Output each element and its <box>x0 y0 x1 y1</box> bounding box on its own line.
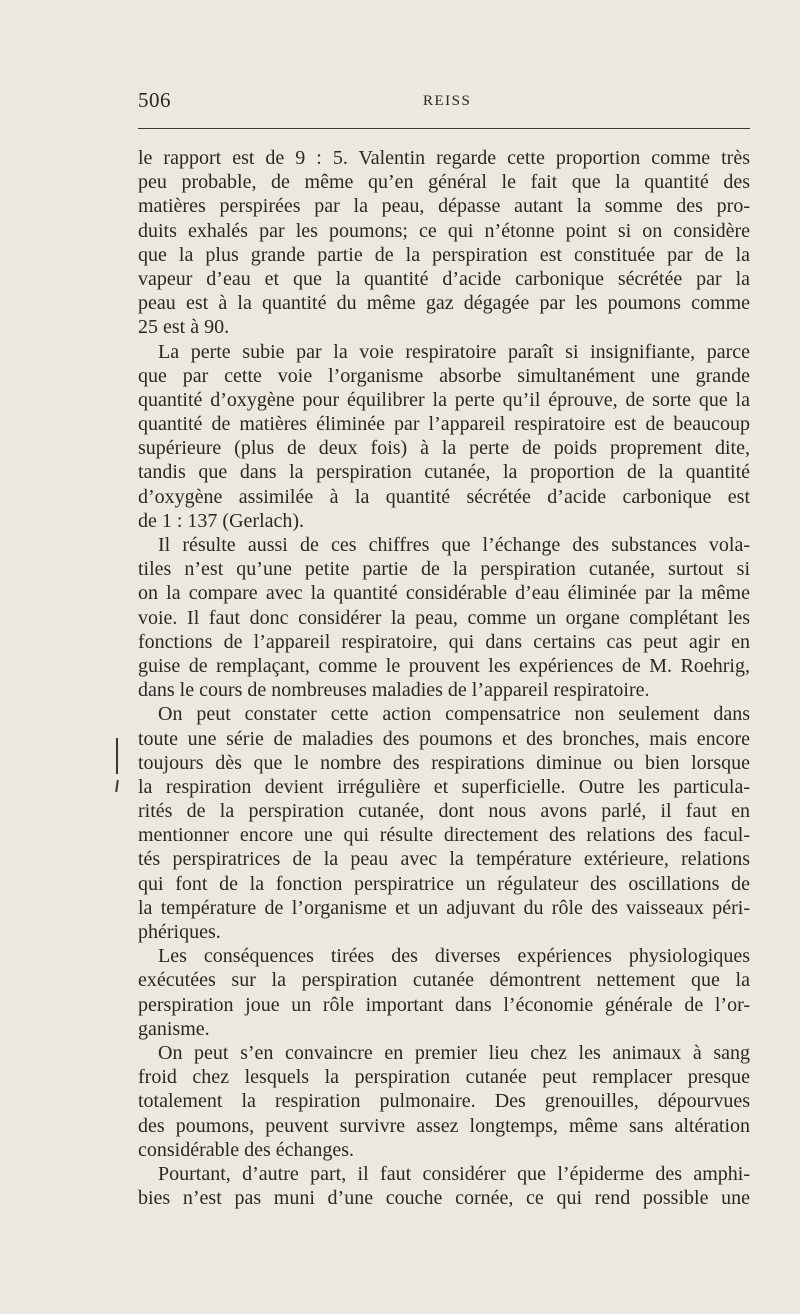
text-line: mentionner encore une qui résulte directement des relations des facul- <box>138 824 750 847</box>
running-title: REISS <box>423 93 472 109</box>
text-line: rités de la perspiration cutanée, dont nous avons parlé, il faut en <box>138 800 750 823</box>
text-line: tés perspiratrices de la peau avec la température extérieure, relations <box>138 848 750 871</box>
paragraph <box>138 1162 750 1210</box>
page-number: 506 <box>138 88 171 112</box>
text-line: totalement la respiration pulmonaire. Des grenouilles, dépourvues <box>138 1090 750 1113</box>
text-line: supérieure (plus de deux fois) à la perte de poids proprement dite, <box>138 437 750 460</box>
text-line: toujours dès que le nombre des respirations diminue ou bien lorsque <box>138 751 750 774</box>
paragraph <box>138 1041 750 1162</box>
text-line: quantité d’oxygène pour équilibrer la perte qu’il éprouve, de sorte que la <box>138 388 750 411</box>
text-line: guise de remplaçant, comme le prouvent les expériences de M. Roehrig, <box>138 654 750 677</box>
text-line: ganisme. <box>138 1017 210 1040</box>
text-line: Il résulte aussi de ces chiffres que l’échange des substances vola- <box>158 534 750 556</box>
text-line: tandis que dans la perspiration cutanée, la proportion de la quantité <box>138 461 750 484</box>
header-rule <box>138 128 750 129</box>
text-line: on la compare avec la quantité considérable d’eau éliminée par la même <box>138 582 750 605</box>
text-line: que par cette voie l’organisme absorbe simultanément une grande <box>138 364 750 387</box>
text-line: duits exhalés par les poumons; ce qui n’étonne point si on considère <box>138 219 750 242</box>
text-line: voie. Il faut donc considérer la peau, comme un organe complétant les <box>138 606 750 629</box>
text-line: dans le cours de nombreuses maladies de l’appareil respiratoire. <box>138 679 650 702</box>
text-line: vapeur d’eau et que la quantité d’acide carbonique sécrétée par la <box>138 267 750 290</box>
paragraph <box>138 944 750 1041</box>
text-line: La perte subie par la voie respiratoire paraît si insignifiante, parce <box>158 340 750 363</box>
paragraph <box>138 146 750 340</box>
text-line: d’oxygène assimilée à la quantité sécrétée d’acide carbonique est <box>138 485 750 508</box>
text-line: considérable des échanges. <box>138 1138 355 1161</box>
text-line: exécutées sur la perspiration cutanée démontrent nettement que la <box>138 969 750 992</box>
text-line: toute une série de maladies des poumons et des bronches, mais encore <box>138 727 750 750</box>
margin-annotation-mark <box>116 738 118 774</box>
text-line: la respiration devient irrégulière et superficielle. Outre les particula- <box>138 775 750 798</box>
text-line: Les conséquences tirées des diverses expériences physiologiques <box>158 945 750 968</box>
text-line: le rapport est de 9 : 5. Valentin regarde cette proportion comme très <box>138 147 750 169</box>
paragraph <box>138 340 750 534</box>
text-line: de 1 : 137 (Gerlach). <box>138 509 305 532</box>
text-line: tiles n’est qu’une petite partie de la perspiration cutanée, surtout si <box>138 558 750 581</box>
paragraph <box>138 533 750 702</box>
text-line: Pourtant, d’autre part, il faut considérer que l’épiderme des amphi- <box>158 1162 750 1185</box>
text-line: On peut constater cette action compensatrice non seulement dans <box>158 703 750 726</box>
text-line: 25 est à 90. <box>138 316 230 339</box>
text-line: froid chez lesquels la perspiration cutanée peut remplacer presque <box>138 1066 750 1089</box>
text-line: que la plus grande partie de la perspiration est constituée par de la <box>138 243 750 266</box>
text-line: peu probable, de même qu’en général le fait que la quantité des <box>138 171 750 194</box>
body-text <box>138 146 750 1210</box>
text-line: matières perspirées par la peau, dépasse autant la somme des pro- <box>138 195 750 218</box>
text-line: fonctions de l’appareil respiratoire, qui dans certains cas peut agir en <box>138 630 750 653</box>
paragraph <box>138 702 750 944</box>
page-header <box>138 88 750 118</box>
text-line: On peut s’en convaincre en premier lieu chez les animaux à sang <box>158 1041 750 1064</box>
text-line: des poumons, peuvent survivre assez longtemps, même sans altération <box>138 1114 750 1137</box>
text-line: bies n’est pas muni d’une couche cornée, ce qui rend possible une <box>138 1187 750 1210</box>
text-line: peau est à la quantité du même gaz dégagée par les poumons comme <box>138 292 750 315</box>
text-line: phériques. <box>138 921 221 943</box>
margin-annotation-mark <box>115 780 119 792</box>
text-line: qui font de la fonction perspiratrice un régulateur des oscillations de <box>138 872 750 895</box>
text-line: la température de l’organisme et un adjuvant du rôle des vaisseaux péri- <box>138 896 750 919</box>
text-line: perspiration joue un rôle important dans l’économie générale de l’or- <box>138 993 750 1016</box>
text-line: quantité de matières éliminée par l’appareil respiratoire est de beaucoup <box>138 413 750 436</box>
